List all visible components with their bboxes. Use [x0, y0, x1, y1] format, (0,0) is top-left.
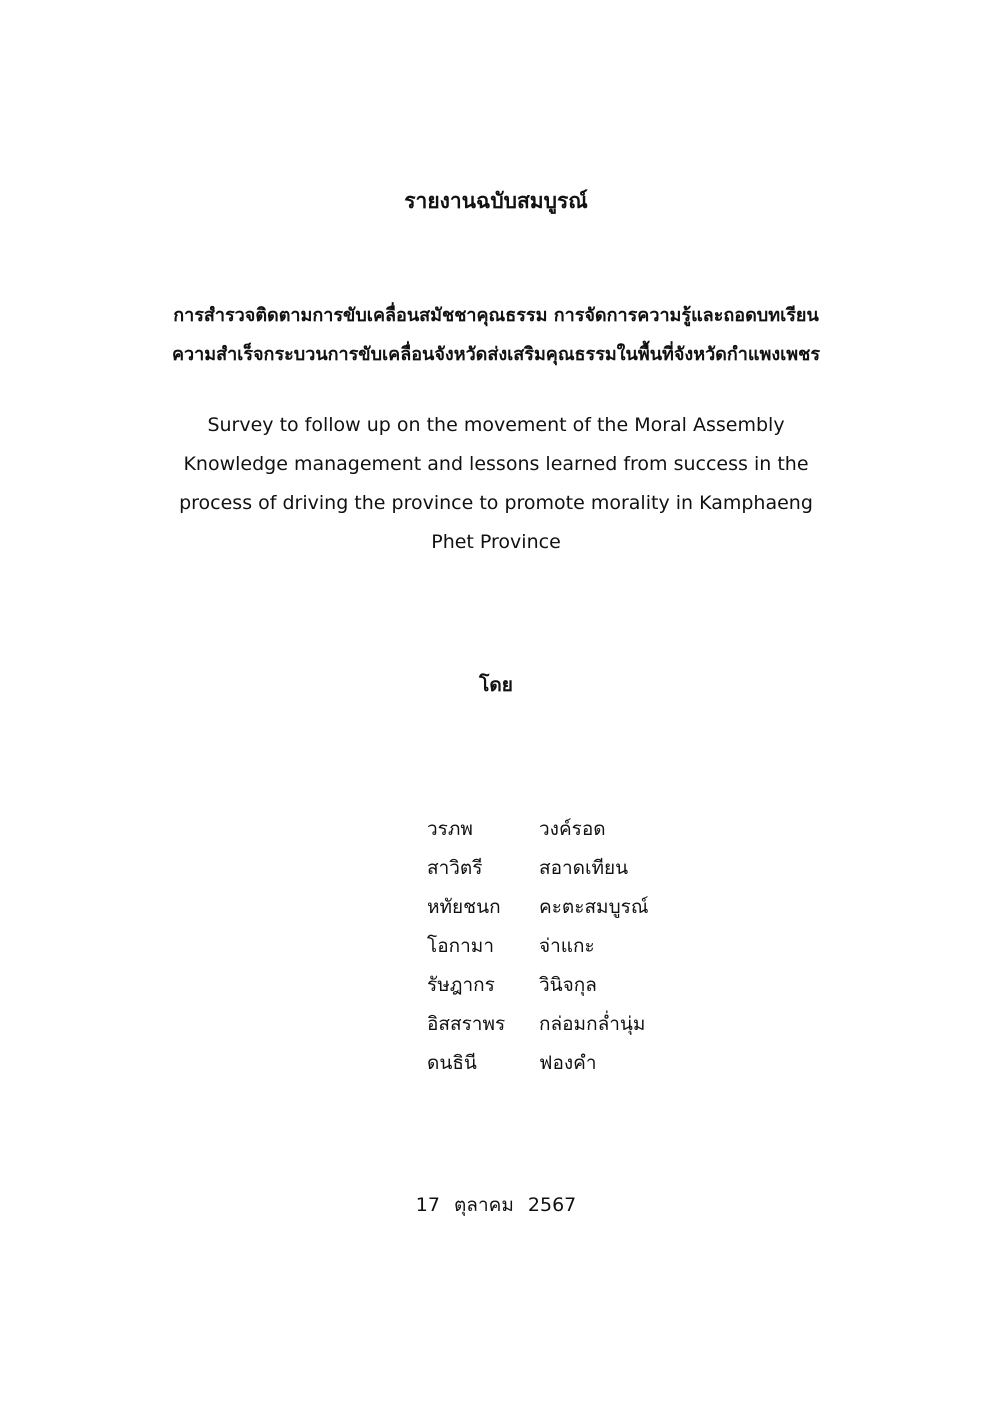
author-first-name: วรภพ	[427, 818, 473, 840]
english-title-line-1: Survey to follow up on the movement of the Moral Assembly	[207, 414, 785, 436]
author-first-name: โอกามา	[427, 935, 494, 957]
author-last-name: จ่าแกะ	[539, 935, 595, 957]
english-title-line-2: Knowledge management and lessons learned from success in the	[183, 453, 809, 475]
author-list	[427, 810, 648, 1083]
author-row	[427, 1044, 648, 1083]
english-title-line-3: process of driving the province to promote morality in Kamphaeng	[179, 492, 813, 514]
author-first-name: สาวิตรี	[427, 857, 483, 879]
report-type-heading: รายงานฉบับสมบูรณ์	[404, 189, 588, 213]
author-last-name: สอาดเทียน	[539, 857, 629, 879]
author-first-name: หทัยชนก	[427, 896, 501, 918]
author-last-name: คะตะสมบูรณ์	[539, 896, 649, 918]
english-title-line-4: Phet Province	[431, 531, 561, 553]
thai-title	[0, 296, 992, 374]
author-last-name: วินิจกุล	[539, 974, 597, 996]
english-title	[0, 406, 992, 562]
author-first-name: อิสสราพร	[427, 1013, 506, 1035]
report-date: 17 ตุลาคม 2567	[415, 1194, 577, 1216]
author-last-name: ฟองคำ	[539, 1052, 597, 1074]
author-last-name: วงค์รอด	[539, 818, 606, 840]
author-row	[427, 810, 648, 849]
thai-title-line-2: ความสำเร็จกระบวนการขับเคลื่อนจังหวัดส่งเสริมคุณธรรมในพื้นที่จังหวัดกำแพงเพชร	[171, 344, 821, 365]
author-last-name: กล่อมกล่ำนุ่ม	[539, 1013, 646, 1035]
author-row	[427, 1005, 648, 1044]
author-row	[427, 927, 648, 966]
author-row	[427, 849, 648, 888]
author-first-name: รัษฎากร	[427, 974, 495, 996]
by-label: โดย	[479, 674, 513, 696]
thai-title-line-1: การสำรวจติดตามการขับเคลื่อนสมัชชาคุณธรรม การจัดการความรู้และถอดบทเรียน	[173, 305, 819, 326]
author-row	[427, 888, 648, 927]
author-row	[427, 966, 648, 1005]
author-first-name: ดนธินี	[427, 1052, 477, 1074]
